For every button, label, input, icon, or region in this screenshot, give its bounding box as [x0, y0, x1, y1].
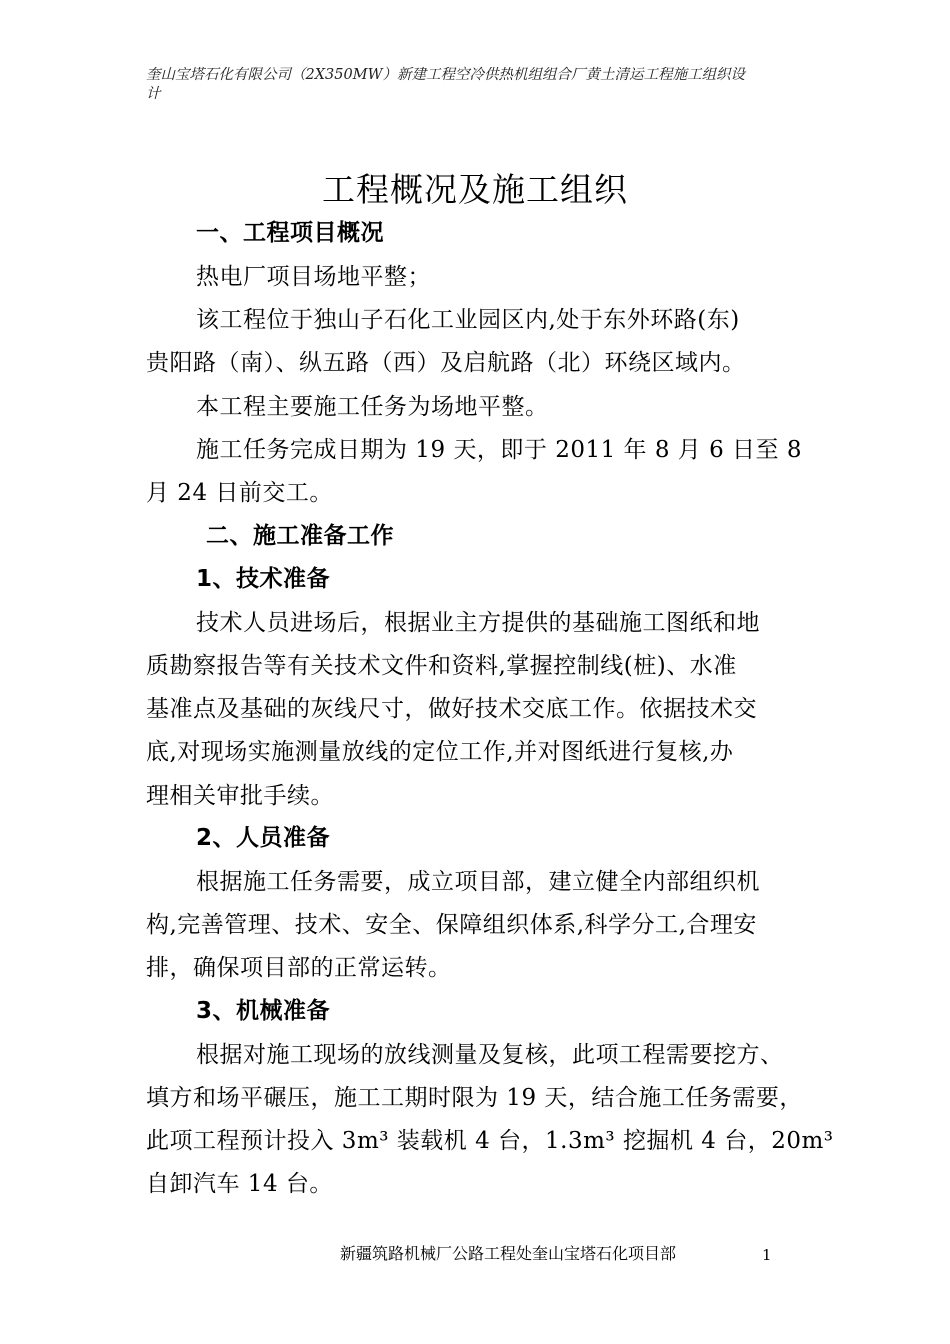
subsection-2-line-1: 根据施工任务需要，成立项目部，建立健全内部组织机	[196, 869, 760, 895]
section-1-para-1: 热电厂项目场地平整；	[196, 264, 431, 290]
header-line-1: 奎山宝塔石化有限公司（2X350MW）新建工程空冷供热机组组合厂黄土清运工程施工组织设	[146, 67, 745, 83]
subsection-1-line-4: 底,对现场实施测量放线的定位工作,并对图纸进行复核,办	[146, 739, 734, 765]
section-1-para-2-line-1: 该工程位于独山子石化工业园区内,处于东外环路(东)	[196, 307, 740, 333]
running-header	[146, 66, 836, 104]
section-1-para-3: 本工程主要施工任务为场地平整。	[196, 394, 549, 420]
subsection-2-line-3: 排，确保项目部的正常运转。	[146, 955, 452, 981]
subsection-1-line-5: 理相关审批手续。	[146, 783, 334, 809]
subsection-2-heading: 2、人员准备	[196, 825, 331, 851]
subsection-3-line-1: 根据对施工现场的放线测量及复核，此项工程需要挖方、	[196, 1042, 784, 1068]
page-title: 工程概况及施工组织	[322, 170, 628, 209]
page-number: 1	[762, 1246, 772, 1264]
header-line-2: 计	[146, 86, 161, 102]
subsection-1-heading: 1、技术准备	[196, 566, 331, 592]
subsection-1-line-3: 基准点及基础的灰线尺寸，做好技术交底工作。依据技术交	[146, 696, 757, 722]
subsection-2-line-2: 构,完善管理、技术、安全、保障组织体系,科学分工,合理安	[146, 912, 757, 938]
section-1-para-4-line-2: 月 24 日前交工。	[146, 480, 333, 506]
section-2-heading: 二、施工准备工作	[206, 523, 394, 549]
page-footer: 新疆筑路机械厂公路工程处奎山宝塔石化项目部	[340, 1244, 677, 1263]
subsection-3-heading: 3、机械准备	[196, 998, 331, 1024]
section-1-heading: 一、工程项目概况	[196, 220, 384, 246]
subsection-1-line-2: 质勘察报告等有关技术文件和资料,掌握控制线(桩)、水准	[146, 653, 737, 679]
section-1-para-4-line-1: 施工任务完成日期为 19 天，即于 2011 年 8 月 6 日至 8	[196, 437, 802, 463]
subsection-3-line-2: 填方和场平碾压，施工工期时限为 19 天，结合施工任务需要，	[146, 1085, 803, 1111]
section-1-para-2-line-2: 贵阳路（南）、纵五路（西）及启航路（北）环绕区域内。	[146, 350, 746, 376]
subsection-1-line-1: 技术人员进场后，根据业主方提供的基础施工图纸和地	[196, 610, 760, 636]
subsection-3-line-3: 此项工程预计投入 3m³ 装载机 4 台，1.3m³ 挖掘机 4 台，20m³	[146, 1128, 834, 1154]
subsection-3-line-4: 自卸汽车 14 台。	[146, 1171, 333, 1197]
